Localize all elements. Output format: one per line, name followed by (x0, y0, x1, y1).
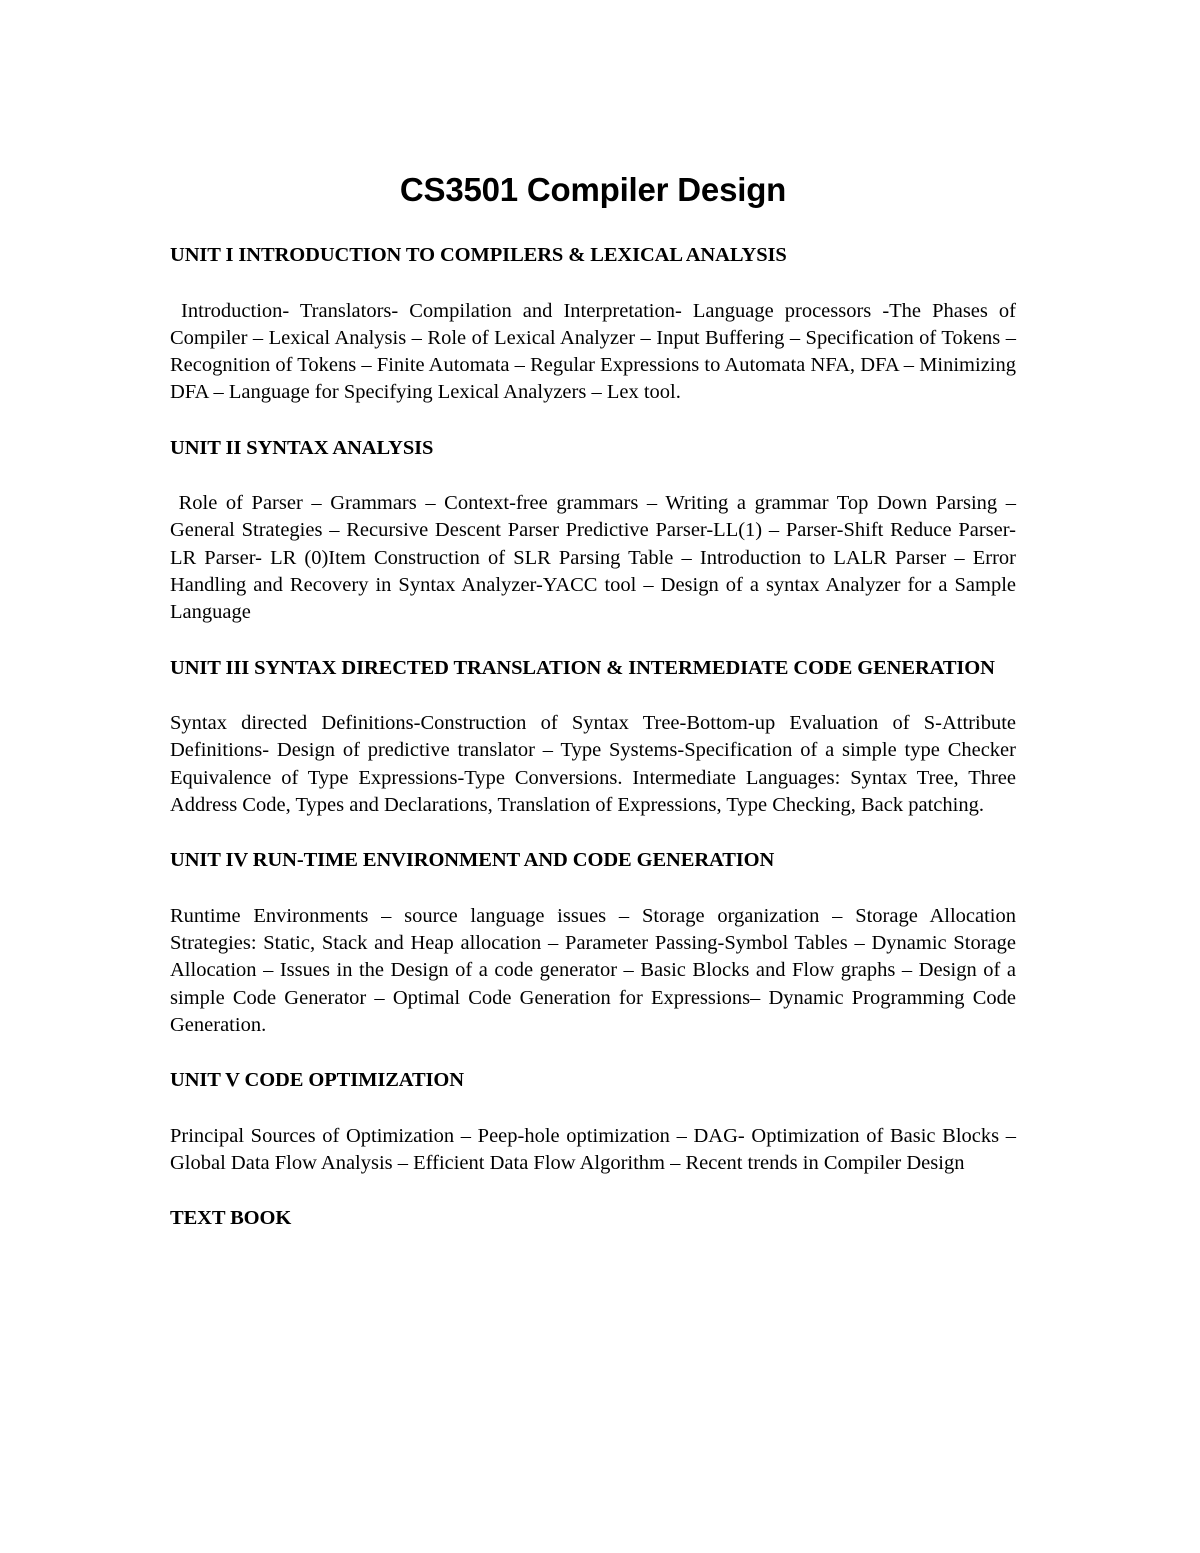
unit-1-heading: UNIT I INTRODUCTION TO COMPILERS & LEXICAL ANALYSIS (170, 244, 787, 266)
unit-4-body: Runtime Environments – source language issues – Storage organization – Storage Allocation Strategies: Static, Stack and Heap allocation – Parameter Passing-Symbol Tables – Dynamic Storage Allocation – Issues in the Design of a code generator – Basic Blocks and Flow graphs – Design of a simple Code Generator – Optimal Code Generation for Expressions– Dynamic Programming Code Generation. (170, 904, 1016, 1037)
document-page (170, 168, 1016, 1261)
unit-4-heading: UNIT IV RUN-TIME ENVIRONMENT AND CODE GENERATION (170, 849, 775, 872)
text-book-heading: TEXT BOOK (170, 1207, 292, 1230)
unit-5-section (170, 1067, 1016, 1177)
unit-5-heading: UNIT V CODE OPTIMIZATION (170, 1069, 464, 1092)
unit-3-section (170, 655, 1016, 820)
unit-2-section (170, 435, 1016, 627)
unit-5-body: Principal Sources of Optimization – Peep-hole optimization – DAG- Optimization of Basic Blocks – Global Data Flow Analysis – Efficient Data Flow Algorithm – Recent trends in Compiler Design (170, 1124, 1016, 1175)
unit-3-heading: UNIT III SYNTAX DIRECTED TRANSLATION & INTERMEDIATE CODE GENERATION (170, 656, 995, 679)
document-title: CS3501 Compiler Design (399, 171, 787, 208)
unit-3-body: Syntax directed Definitions-Construction of Syntax Tree-Bottom-up Evaluation of S-Attribute Definitions- Design of predictive translator – Type Systems-Specification of a simple type Checker Equivalence of Type Expressions-Type Conversions. Intermediate Languages: Syntax Tree, Three Address Code, Types and Declarations, Translation of Expressions, Type Checking, Back patching. (170, 712, 1016, 817)
unit-4-section (170, 847, 1016, 1039)
unit-1-section (170, 242, 1016, 407)
unit-2-body: Role of Parser – Grammars – Context-free grammars – Writing a grammar Top Down Parsing – General Strategies – Recursive Descent Parser Predictive Parser-LL(1) – Parser-Shift Reduce Parser-LR Parser- LR (0)Item Construction of SLR Parsing Table – Introduction to LALR Parser – Error Handling and Recovery in Syntax Analyzer-YACC tool – Design of a syntax Analyzer for a Sample Language (170, 492, 1016, 624)
unit-2-heading: UNIT II SYNTAX ANALYSIS (170, 436, 434, 459)
unit-1-body: Introduction- Translators- Compilation and Interpretation- Language processors -The Phases of Compiler – Lexical Analysis – Role of Lexical Analyzer – Input Buffering – Specification of Tokens – Recognition of Tokens – Finite Automata – Regular Expressions to Automata NFA, DFA – Minimizing DFA – Language for Specifying Lexical Analyzers – Lex tool. (170, 299, 1016, 404)
